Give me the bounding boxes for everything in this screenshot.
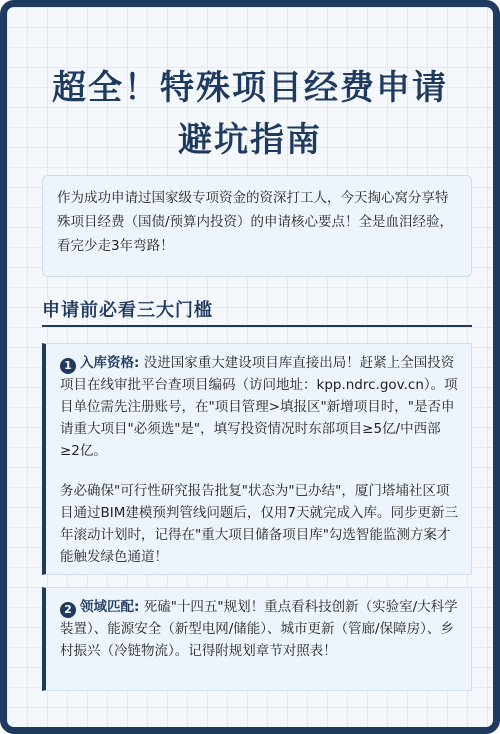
card-2-text-1: 死磕"十四五"规划！重点看科技创新（实验室/大科学装置）、能源安全（新型电网/储能）、城市更新（管廊/保障房）、乡村振兴（冷链物流）。记得附规划章节对照表！: [60, 599, 458, 659]
card-1-paragraph-2: [60, 480, 459, 568]
title-line-1: 超全！特殊项目经费申请: [52, 68, 448, 108]
card-2-paragraph-1: [60, 596, 459, 662]
requirement-card-2: [42, 587, 472, 691]
section-divider: [42, 325, 472, 327]
page-title: [7, 62, 493, 166]
number-badge-1: 1: [60, 358, 76, 374]
title-line-2: 避坑指南: [178, 120, 322, 160]
requirement-card-1: [42, 343, 472, 575]
card-1-text-2: 务必确保"可行性研究报告批复"状态为"已办结"，厦门塔埔社区项目通过BIM建模预判管线问题后，仅用7天就完成入库。同步更新三年滚动计划时，记得在"重大项目储备项目库"勾选智能监测方案才能触发绿色通道！: [60, 483, 458, 565]
section-heading: 申请前必看三大门槛: [42, 300, 213, 321]
intro-box: [42, 175, 472, 277]
card-1-text-1: 没进国家重大建设项目库直接出局！赶紧上全国投资项目在线审批平台查项目编码（访问地址：kpp.ndrc.gov.cn）。项目单位需先注册账号，在"项目管理>填报区"新增项目时，"是否申请重大项目"必须选"是"，填写投资情况时东部项目≥5亿/中西部≥2亿。: [60, 355, 458, 459]
card-1-label: 入库资格:: [80, 355, 140, 371]
card-1-paragraph-1: [60, 352, 459, 462]
card-2-label: 领域匹配:: [80, 599, 140, 615]
intro-text: 作为成功申请过国家级专项资金的资深打工人，今天掏心窝分享特殊项目经费（国债/预算内投资）的申请核心要点！全是血泪经验，看完少走3年弯路！: [57, 190, 454, 254]
number-badge-2: 2: [60, 602, 76, 618]
